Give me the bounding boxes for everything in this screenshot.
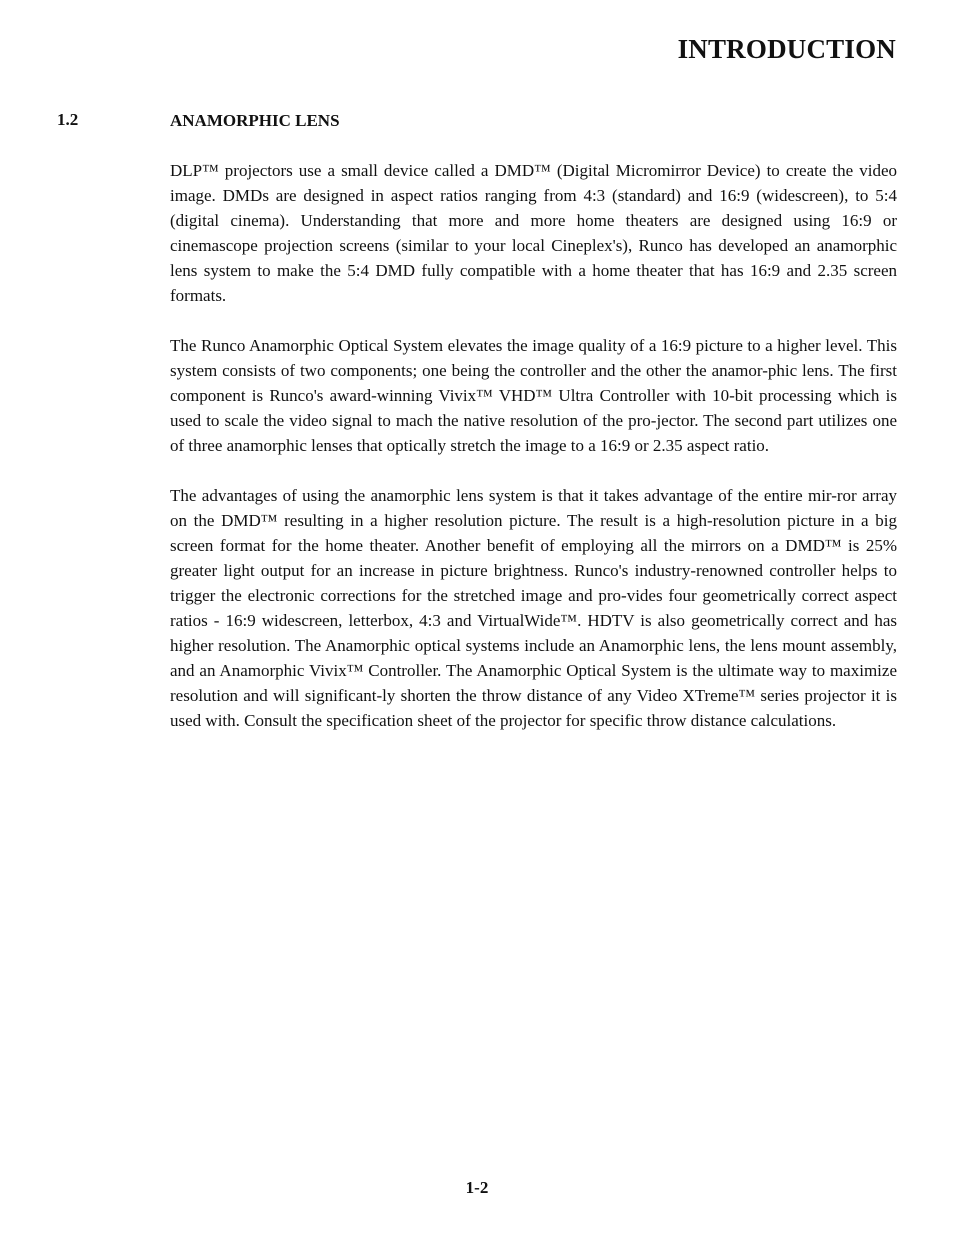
- section-title: ANAMORPHIC LENS: [170, 111, 340, 130]
- page-number: 1-2: [465, 1178, 489, 1197]
- chapter-title: INTRODUCTION: [677, 34, 896, 64]
- paragraph-optical-system: The Runco Anamorphic Optical System elevates the image quality of a 16:9 picture to a higher level. This system consists of two components; one being the controller and the other the anamor-phic lens. The first component is Runco's award-winning Vivix™ VHD™ Ultra Controller with 10-bit processing which is used to scale the video signal to mach the native resolution of the pro-jector. The second part utilizes one of three anamorphic lenses that optically stretch the image to a 16:9 or 2.35 aspect ratio.: [170, 336, 897, 455]
- section-number: 1.2: [57, 110, 79, 129]
- section-body: [170, 158, 897, 758]
- paragraph-advantages: The advantages of using the anamorphic lens system is that it takes advantage of the entire mir-ror array on the DMD™ resulting in a higher resolution picture. The result is a high-resolution picture in a big screen format for the home theater. Another benefit of employing all the mirrors on a DMD™ is 25% greater light output for an increase in picture brightness. Runco's industry-renowned controller helps to trigger the electronic corrections for the stretched image and pro-vides four geometrically correct aspect ratios - 16:9 widescreen, letterbox, 4:3 and VirtualWide™. HDTV is also geometrically correct and has higher resolution. The Anamorphic optical systems include an Anamorphic lens, the lens mount assembly, and an Anamorphic Vivix™ Controller. The Anamorphic Optical System is the ultimate way to maximize resolution and will significant-ly shorten the throw distance of any Video XTreme™ series projector it is used with. Consult the specification sheet of the projector for specific throw distance calculations.: [170, 486, 897, 730]
- paragraph-dmd-overview: DLP™ projectors use a small device called a DMD™ (Digital Micromirror Device) to create the video image. DMDs are designed in aspect ratios ranging from 4:3 (standard) and 16:9 (widescreen), to 5:4 (digital cinema). Understanding that more and more home theaters are designed using 16:9 or cinemascope projection screens (similar to your local Cineplex's), Runco has developed an anamorphic lens system to make the 5:4 DMD fully compatible with a home theater that has 16:9 and 2.35 screen formats.: [170, 161, 897, 305]
